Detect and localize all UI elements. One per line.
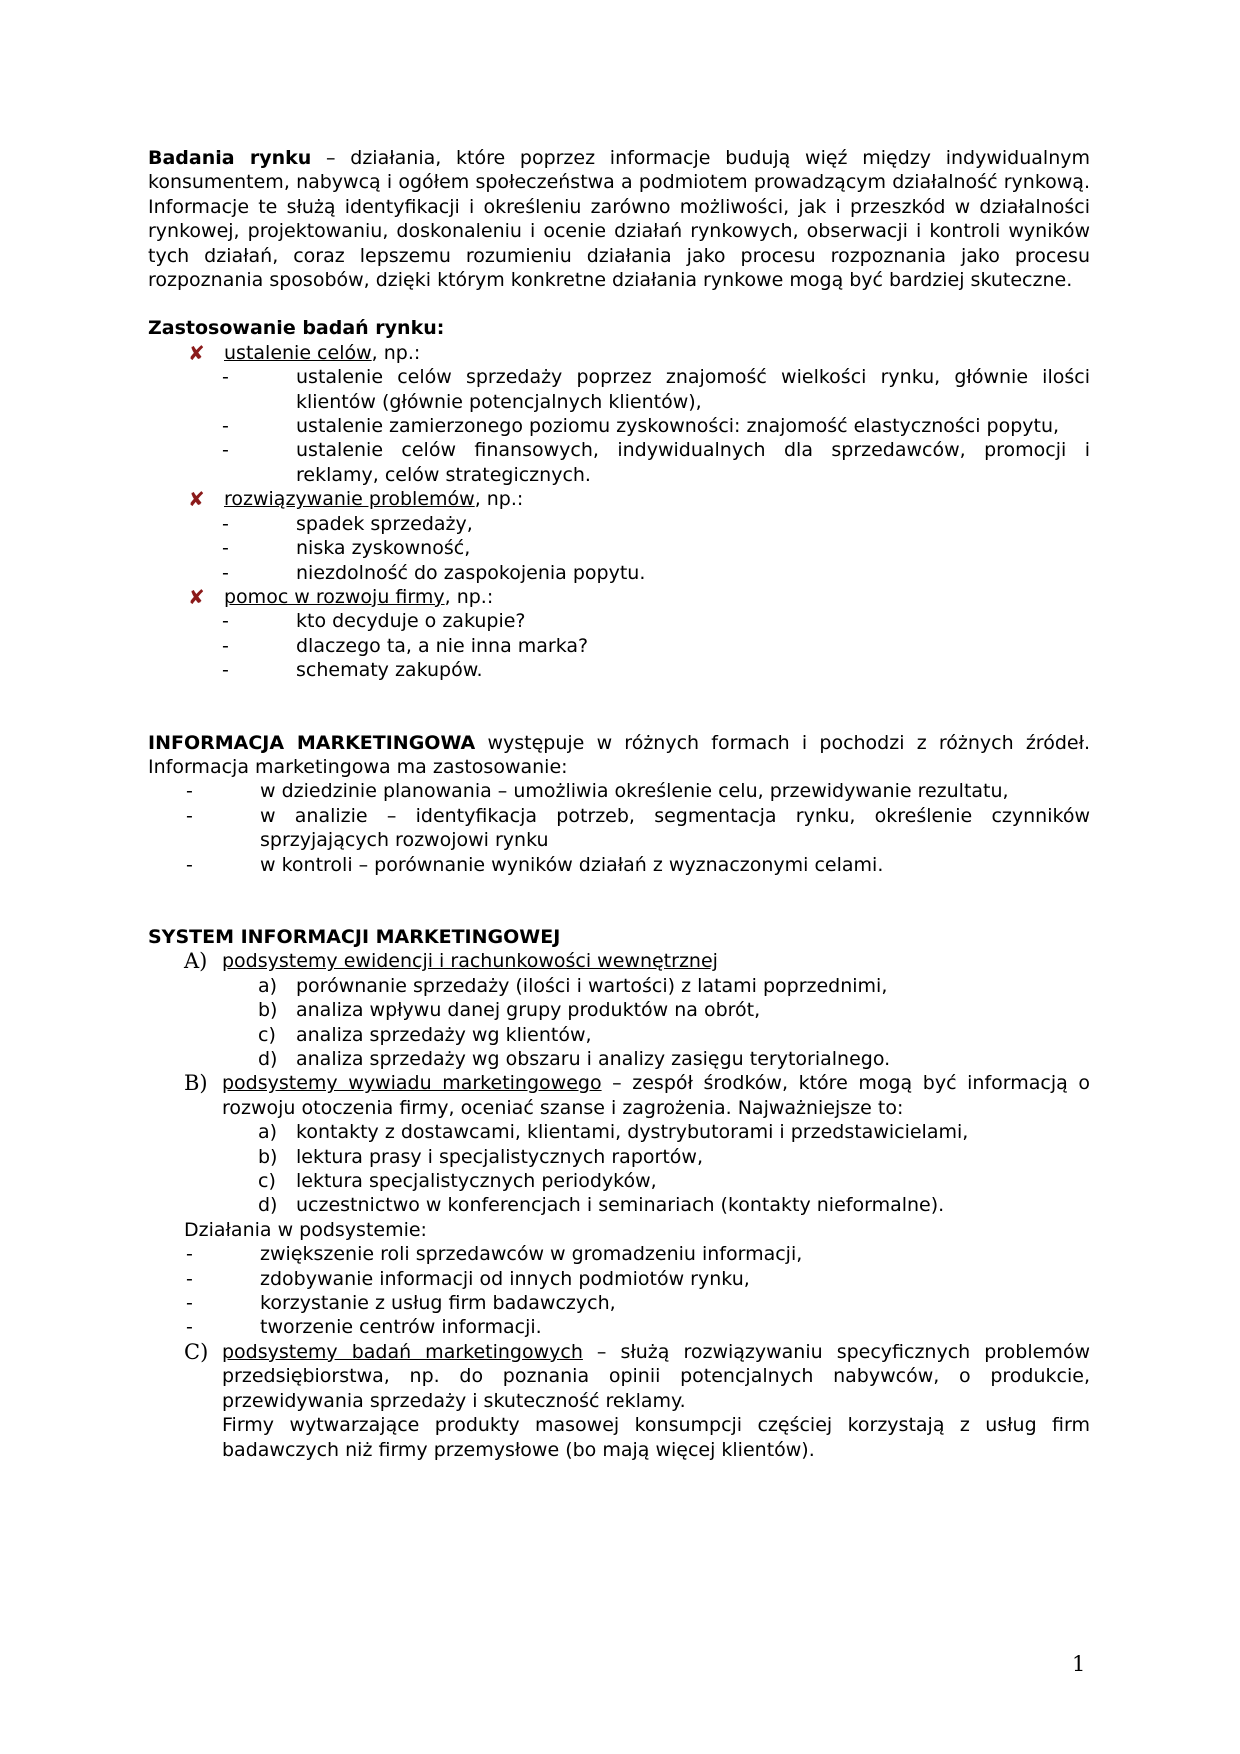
dash-bullet: -: [222, 634, 229, 657]
item-letter: d): [258, 1194, 278, 1217]
list-item: [148, 1267, 1090, 1291]
x-mark-icon: ✘: [188, 340, 205, 365]
dash-bullet: -: [222, 415, 229, 438]
list-item-text: w analizie – identyfikacja potrzeb, segmentacja rynku, określenie czynników sprzyjających rozwojowi rynku: [260, 804, 1090, 852]
list-item-text: analiza sprzedaży wg obszaru i analizy zasięgu terytorialnego.: [296, 1048, 891, 1070]
list-item-text: ustalenie zamierzonego poziomu zyskowności: znajomość elastyczności popytu,: [296, 415, 1060, 438]
group-suffix: , np.:: [444, 585, 494, 608]
system-heading: SYSTEM INFORMACJI MARKETINGOWEJ: [148, 925, 561, 948]
list-item: [148, 1315, 1090, 1339]
informacja-text: występuje w różnych formach i pochodzi z różnych źródeł. Informacja marketingowa ma zastosowanie:: [148, 731, 1091, 778]
page-number: 1: [1072, 1652, 1086, 1676]
list-item: [148, 974, 1090, 998]
list-item-text: ustalenie celów sprzedaży poprzez znajomość wielkości rynku, głównie ilości klientów (głównie potencjalnych klientów),: [296, 366, 1090, 413]
item-letter: c): [258, 1170, 276, 1193]
dash-bullet: -: [186, 1316, 193, 1339]
list-item-text: zwiększenie roli sprzedawców w gromadzeniu informacji,: [260, 1243, 803, 1266]
dash-bullet: -: [222, 366, 229, 389]
group-suffix: , np.:: [474, 488, 524, 511]
list-item-text: analiza wpływu danej grupy produktów na obrót,: [296, 999, 761, 1022]
dash-bullet: -: [186, 1243, 193, 1266]
list-item: [148, 1047, 1090, 1071]
item-letter: c): [258, 1023, 276, 1046]
list-item-text: spadek sprzedaży,: [296, 512, 473, 535]
section-a: [148, 949, 1090, 973]
group-title: rozwiązywanie problemów: [224, 488, 475, 511]
section-title: podsystemy wywiadu marketingowego: [222, 1072, 602, 1095]
list-item-text: ustalenie celów finansowych, indywidualnych dla sprzedawców, promocji i reklamy, celów strategicznych.: [296, 439, 1090, 486]
section-text-2: Firmy wytwarzające produkty masowej konsumpcji częściej korzystają z usług firm badawczych niż firmy przemysłowe (bo mają więcej klientów).: [222, 1414, 1090, 1461]
list-item-text: w dziedzinie planowania – umożliwia określenie celu, przewidywanie rezultatu,: [260, 780, 1009, 803]
list-item: [148, 438, 1090, 487]
dash-bullet: -: [222, 537, 229, 560]
list-item-text: zdobywanie informacji od innych podmiotów rynku,: [260, 1267, 750, 1290]
list-item: [148, 1023, 1090, 1047]
group-title: pomoc w rozwoju firmy: [224, 585, 445, 608]
dash-bullet: -: [222, 439, 229, 462]
list-item: [148, 1169, 1090, 1193]
intro-term: Badania rynku: [148, 147, 312, 169]
dash-bullet: -: [186, 1292, 193, 1315]
list-item-text: lektura specjalistycznych periodyków,: [296, 1170, 657, 1193]
dash-bullet: -: [186, 1267, 193, 1290]
item-letter: a): [258, 1121, 278, 1144]
list-item: [148, 365, 1090, 414]
list-item-text: porównanie sprzedaży (ilości i wartości) z latami poprzednimi,: [296, 974, 888, 997]
group-header: [148, 585, 1090, 609]
item-letter: d): [258, 1048, 278, 1070]
list-item-text: w kontroli – porównanie wyników działań z wyznaczonymi celami.: [260, 853, 884, 876]
list-item: [148, 414, 1090, 438]
section-c: [148, 1340, 1090, 1462]
dash-bullet: -: [222, 659, 229, 682]
list-item: [148, 1145, 1090, 1169]
section-letter: C): [184, 1339, 209, 1364]
dash-bullet: -: [186, 853, 193, 876]
group-header: [148, 487, 1090, 511]
section-title: podsystemy ewidencji i rachunkowości wewnętrznej: [222, 950, 718, 973]
list-item: [148, 658, 1090, 682]
list-item: [148, 1120, 1090, 1144]
section-letter: A): [184, 949, 208, 974]
intro-paragraph: [148, 146, 1090, 292]
group-header: [148, 341, 1090, 365]
list-item: [148, 634, 1090, 658]
dash-bullet: -: [222, 561, 229, 584]
list-item: [148, 609, 1090, 633]
list-item: [148, 779, 1090, 803]
list-item-text: schematy zakupów.: [296, 659, 483, 682]
dash-bullet: -: [222, 512, 229, 535]
list-item-text: kto decyduje o zakupie?: [296, 610, 526, 633]
list-item: [148, 1193, 1090, 1217]
x-mark-icon: ✘: [188, 584, 205, 609]
list-item: [148, 804, 1090, 853]
informacja-paragraph: [148, 731, 1090, 780]
list-item: [148, 1242, 1090, 1266]
list-item: [148, 998, 1090, 1022]
list-item: [148, 512, 1090, 536]
section-text: – służą rozwiązywaniu specyficznych problemów przedsiębiorstwa, np. do poznania opinii potencjalnych nabywców, o produkcie, przewidywania sprzedaży i skuteczność reklamy.: [222, 1340, 1091, 1412]
list-item-text: niska zyskowność,: [296, 537, 471, 560]
section-b: [148, 1071, 1090, 1120]
actions-heading: Działania w podsystemie:: [184, 1218, 427, 1241]
group-title: ustalenie celów: [224, 341, 372, 364]
list-item-text: korzystanie z usług firm badawczych,: [260, 1292, 616, 1315]
zastosowanie-heading: Zastosowanie badań rynku:: [148, 317, 445, 340]
list-item-text: analiza sprzedaży wg klientów,: [296, 1023, 592, 1046]
document-body: [148, 146, 1090, 1462]
item-letter: b): [258, 999, 278, 1022]
informacja-term: INFORMACJA MARKETINGOWA: [148, 731, 476, 754]
list-item-text: uczestnictwo w konferencjach i seminariach (kontakty nieformalne).: [296, 1194, 945, 1217]
list-item-text: tworzenie centrów informacji.: [260, 1316, 542, 1339]
list-item: [148, 561, 1090, 585]
item-letter: b): [258, 1145, 278, 1168]
dash-bullet: -: [222, 610, 229, 633]
list-item-text: dlaczego ta, a nie inna marka?: [296, 634, 589, 657]
group-suffix: , np.:: [371, 341, 421, 364]
dash-bullet: -: [186, 780, 193, 803]
list-item-text: niezdolność do zaspokojenia popytu.: [296, 561, 646, 584]
list-item: [148, 1291, 1090, 1315]
list-item: [148, 536, 1090, 560]
list-item-text: lektura prasy i specjalistycznych raportów,: [296, 1145, 703, 1168]
dash-bullet: -: [186, 804, 193, 827]
section-title: podsystemy badań marketingowych: [222, 1340, 583, 1363]
section-text: – zespół środków, które mogą być informacją o rozwoju otoczenia firmy, oceniać szanse i zagrożenia. Najważniejsze to:: [222, 1072, 1090, 1119]
x-mark-icon: ✘: [188, 487, 205, 512]
item-letter: a): [258, 974, 278, 997]
section-letter: B): [184, 1071, 208, 1096]
list-item: [148, 853, 1090, 877]
list-item-text: kontakty z dostawcami, klientami, dystrybutorami i przedstawicielami,: [296, 1121, 969, 1144]
intro-text: – działania, które poprzez informacje budują więź między indywidualnym konsumentem, nabywcą i ogółem społeczeństwa a podmiotem prowadzącym działalność rynkową. Informacje te służą identyfikacji i określeniu zarówno możliwości, jak i przeszkód w działalności rynkowej, projektowaniu, doskonaleniu i ocenie działań rynkowych, obserwacji i kontroli wyników tych działań, coraz lepszemu rozumieniu działania jako procesu rozpoznania jako procesu rozpoznania sposobów, dzięki którym konkretne działania rynkowe mogą być bardziej skuteczne.: [148, 147, 1090, 292]
